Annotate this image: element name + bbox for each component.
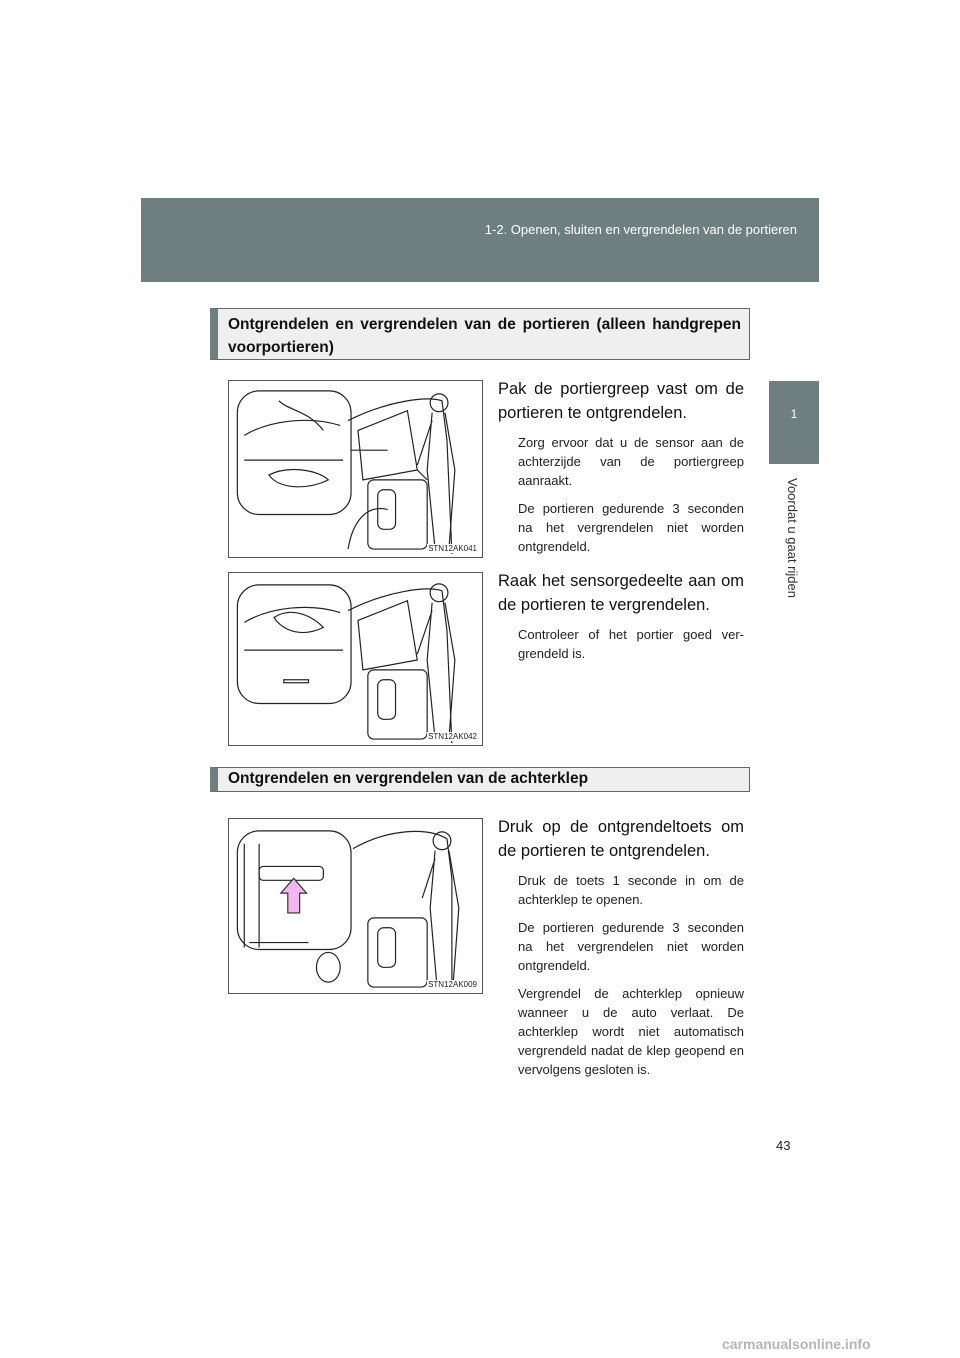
illustration-tailgate (229, 819, 482, 993)
page-number: 43 (776, 1138, 791, 1153)
figure-lock-front-door (228, 572, 483, 746)
section-heading-front-doors: Ontgrendelen en vergrendelen van de portieren (alleen handgrepen voorportieren) (210, 308, 750, 360)
step-text-tailgate-unlock: Druk op de ontgrendeltoets om de portieren te ontgrendelen. (498, 818, 744, 860)
note-lock-delay-tailgate: De portieren gedurende 3 seconden na het vergrendelen niet worden ontgrendeld. (518, 920, 744, 973)
watermark: carmanualsonline.info (722, 1336, 871, 1352)
figure-tailgate-unlock (228, 818, 483, 994)
illustration-lock-door (229, 573, 482, 745)
note-relock-tailgate: Vergrendel de achterklep opnieuw wanneer u de auto verlaat. De achterklep wordt niet automatisch vergrendeld nadat de klep geopend en vervolgens gesloten is. (518, 986, 744, 1077)
chapter-title: 1-2. Openen, sluiten en vergrendelen van de portieren (484, 222, 797, 237)
chapter-header (141, 198, 819, 282)
step-text-lock: Raak het sensorgedeelte aan om de portieren te vergrendelen. (498, 572, 744, 614)
illustration-unlock-door (229, 381, 482, 557)
chapter-tab (769, 381, 819, 464)
note-check-locked: Controleer of het portier goed vergrendeld is. (518, 627, 744, 661)
figure-code: STN12AK042 (428, 732, 477, 741)
figure-code: STN12AK041 (428, 544, 477, 553)
figure-code: STN12AK009 (428, 980, 477, 989)
section-heading-tailgate: Ontgrendelen en vergrendelen van de achterklep (210, 767, 750, 792)
step-text-unlock: Pak de portiergreep vast om de portieren te ontgrendelen. (498, 380, 744, 422)
note-lock-delay: De portieren gedurende 3 seconden na het vergrendelen niet worden ontgrendeld. (518, 501, 744, 554)
chapter-side-label-text: Voordat u gaat rijden (785, 478, 800, 598)
note-open-tailgate: Druk de toets 1 seconde in om de achterklep te openen. (518, 873, 744, 907)
chapter-number: 1 (790, 407, 798, 421)
figure-unlock-front-door (228, 380, 483, 558)
note-touch-sensor: Zorg ervoor dat u de sensor aan de achterzijde van de portiergreep aanraakt. (518, 435, 744, 488)
chapter-side-label (782, 478, 806, 598)
